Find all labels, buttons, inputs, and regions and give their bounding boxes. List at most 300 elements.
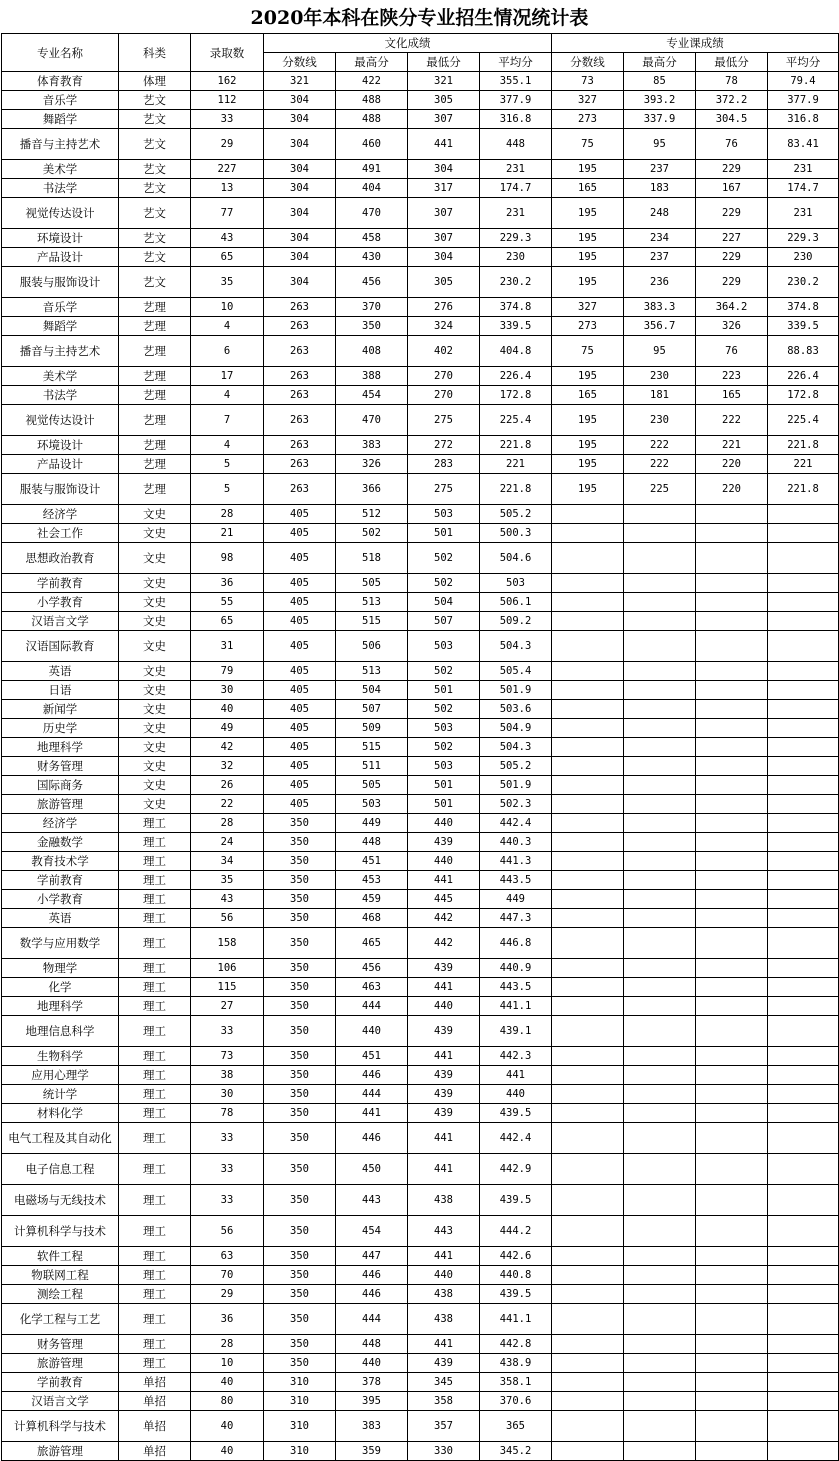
cell-major: 书法学 [2,386,119,405]
cell-specialty-min [696,1285,768,1304]
cell-major: 电气工程及其自动化 [2,1123,119,1154]
cell-specialty-max [624,1373,696,1392]
cell-major: 播音与主持艺术 [2,129,119,160]
cell-culture-cutoff: 405 [264,776,336,795]
cell-specialty-avg [768,662,839,681]
cell-specialty-avg [768,1104,839,1123]
cell-culture-min: 307 [408,198,480,229]
table-body [2,72,839,1461]
cell-category: 理工 [119,1335,191,1354]
cell-major: 材料化学 [2,1104,119,1123]
cell-specialty-min: 221 [696,436,768,455]
cell-category: 艺文 [119,160,191,179]
cell-specialty-cutoff [552,1104,624,1123]
table-row [2,160,839,179]
cell-culture-max: 395 [336,1392,408,1411]
cell-specialty-max: 230 [624,367,696,386]
cell-culture-avg: 441.1 [480,997,552,1016]
cell-specialty-avg: 377.9 [768,91,839,110]
cell-specialty-cutoff: 195 [552,198,624,229]
cell-specialty-cutoff [552,1154,624,1185]
cell-category: 文史 [119,505,191,524]
cell-specialty-cutoff: 327 [552,91,624,110]
cell-culture-min: 358 [408,1392,480,1411]
cell-culture-min: 304 [408,248,480,267]
cell-specialty-min [696,757,768,776]
cell-specialty-cutoff [552,738,624,757]
cell-specialty-avg [768,1442,839,1461]
cell-category: 理工 [119,1216,191,1247]
table-row [2,1047,839,1066]
cell-specialty-avg [768,1392,839,1411]
table-row [2,474,839,505]
cell-culture-avg: 504.9 [480,719,552,738]
cell-culture-cutoff: 350 [264,997,336,1016]
cell-specialty-max [624,795,696,814]
cell-enrolled: 78 [191,1104,264,1123]
cell-culture-avg: 358.1 [480,1373,552,1392]
cell-culture-min: 503 [408,505,480,524]
cell-culture-avg: 501.9 [480,681,552,700]
cell-specialty-max [624,1304,696,1335]
cell-culture-min: 440 [408,1266,480,1285]
cell-specialty-min [696,997,768,1016]
cell-specialty-max [624,833,696,852]
cell-specialty-max [624,700,696,719]
cell-culture-max: 446 [336,1266,408,1285]
cell-major: 英语 [2,662,119,681]
cell-culture-avg: 505.2 [480,505,552,524]
cell-specialty-avg: 230 [768,248,839,267]
cell-specialty-avg: 221.8 [768,474,839,505]
cell-specialty-max [624,505,696,524]
cell-culture-avg: 355.1 [480,72,552,91]
table-row [2,248,839,267]
cell-enrolled: 80 [191,1392,264,1411]
cell-specialty-min [696,1185,768,1216]
cell-enrolled: 29 [191,129,264,160]
cell-major: 财务管理 [2,1335,119,1354]
cell-culture-avg: 505.2 [480,757,552,776]
table-row [2,91,839,110]
cell-major: 社会工作 [2,524,119,543]
cell-specialty-avg: 226.4 [768,367,839,386]
cell-specialty-max [624,543,696,574]
cell-culture-cutoff: 350 [264,1216,336,1247]
cell-culture-avg: 448 [480,129,552,160]
cell-specialty-min: 227 [696,229,768,248]
cell-enrolled: 115 [191,978,264,997]
cell-specialty-max: 225 [624,474,696,505]
cell-specialty-min [696,1085,768,1104]
cell-culture-max: 513 [336,662,408,681]
cell-specialty-max: 222 [624,436,696,455]
cell-culture-min: 507 [408,612,480,631]
cell-specialty-cutoff [552,1016,624,1047]
cell-specialty-cutoff [552,1185,624,1216]
cell-specialty-avg [768,978,839,997]
cell-culture-cutoff: 350 [264,1016,336,1047]
cell-enrolled: 40 [191,1442,264,1461]
cell-enrolled: 55 [191,593,264,612]
cell-culture-max: 515 [336,738,408,757]
cell-category: 理工 [119,1247,191,1266]
table-row [2,890,839,909]
cell-major: 服装与服饰设计 [2,474,119,505]
cell-culture-min: 305 [408,267,480,298]
cell-culture-min: 440 [408,814,480,833]
cell-culture-cutoff: 350 [264,1285,336,1304]
cell-specialty-cutoff: 75 [552,129,624,160]
cell-major: 产品设计 [2,248,119,267]
cell-culture-min: 324 [408,317,480,336]
table-row [2,436,839,455]
cell-culture-cutoff: 350 [264,1154,336,1185]
cell-specialty-cutoff [552,1392,624,1411]
cell-culture-avg: 345.2 [480,1442,552,1461]
cell-culture-min: 441 [408,129,480,160]
cell-specialty-cutoff [552,852,624,871]
cell-culture-max: 446 [336,1285,408,1304]
cell-culture-min: 270 [408,367,480,386]
cell-specialty-min: 78 [696,72,768,91]
cell-culture-max: 504 [336,681,408,700]
cell-specialty-avg [768,833,839,852]
cell-culture-avg: 439.1 [480,1016,552,1047]
cell-culture-avg: 449 [480,890,552,909]
cell-culture-cutoff: 405 [264,524,336,543]
cell-specialty-min: 220 [696,474,768,505]
cell-specialty-avg [768,681,839,700]
cell-specialty-max: 230 [624,405,696,436]
cell-specialty-avg [768,574,839,593]
cell-specialty-min [696,1016,768,1047]
cell-category: 文史 [119,543,191,574]
table-row [2,1185,839,1216]
cell-specialty-min: 229 [696,267,768,298]
cell-enrolled: 24 [191,833,264,852]
cell-culture-min: 439 [408,959,480,978]
header-specialty-max: 最高分 [624,53,696,72]
cell-enrolled: 5 [191,455,264,474]
cell-specialty-max [624,1247,696,1266]
cell-category: 理工 [119,978,191,997]
cell-culture-avg: 504.3 [480,631,552,662]
cell-specialty-avg: 83.41 [768,129,839,160]
cell-culture-cutoff: 350 [264,1066,336,1085]
cell-major: 数学与应用数学 [2,928,119,959]
cell-specialty-avg [768,524,839,543]
cell-culture-max: 454 [336,386,408,405]
cell-enrolled: 33 [191,1123,264,1154]
cell-specialty-max [624,959,696,978]
table-row [2,1266,839,1285]
cell-specialty-cutoff: 195 [552,405,624,436]
cell-specialty-min [696,909,768,928]
cell-major: 旅游管理 [2,1442,119,1461]
cell-specialty-min [696,1104,768,1123]
cell-culture-max: 378 [336,1373,408,1392]
cell-major: 测绘工程 [2,1285,119,1304]
cell-specialty-max [624,871,696,890]
cell-culture-min: 441 [408,978,480,997]
cell-culture-avg: 230.2 [480,267,552,298]
cell-category: 艺理 [119,436,191,455]
cell-culture-cutoff: 304 [264,229,336,248]
cell-enrolled: 98 [191,543,264,574]
table-row [2,1123,839,1154]
cell-category: 理工 [119,928,191,959]
cell-specialty-max [624,1047,696,1066]
cell-specialty-min [696,776,768,795]
cell-culture-cutoff: 263 [264,298,336,317]
cell-enrolled: 21 [191,524,264,543]
cell-specialty-cutoff [552,1047,624,1066]
cell-category: 艺文 [119,248,191,267]
cell-specialty-max: 181 [624,386,696,405]
cell-culture-max: 448 [336,1335,408,1354]
cell-specialty-max [624,890,696,909]
cell-category: 文史 [119,524,191,543]
cell-culture-max: 453 [336,871,408,890]
cell-specialty-min [696,1335,768,1354]
cell-culture-min: 321 [408,72,480,91]
cell-culture-max: 463 [336,978,408,997]
cell-culture-avg: 404.8 [480,336,552,367]
cell-specialty-min [696,814,768,833]
cell-specialty-cutoff [552,776,624,795]
table-row [2,631,839,662]
cell-major: 学前教育 [2,871,119,890]
cell-category: 艺文 [119,229,191,248]
cell-culture-max: 430 [336,248,408,267]
cell-specialty-max [624,852,696,871]
cell-culture-max: 468 [336,909,408,928]
cell-specialty-max [624,997,696,1016]
cell-culture-cutoff: 350 [264,909,336,928]
cell-specialty-cutoff [552,909,624,928]
cell-category: 艺理 [119,298,191,317]
cell-major: 国际商务 [2,776,119,795]
cell-culture-avg: 316.8 [480,110,552,129]
cell-enrolled: 13 [191,179,264,198]
cell-specialty-min: 220 [696,455,768,474]
cell-culture-min: 441 [408,871,480,890]
cell-culture-max: 456 [336,959,408,978]
cell-specialty-cutoff: 273 [552,110,624,129]
cell-specialty-cutoff [552,662,624,681]
cell-culture-min: 307 [408,110,480,129]
cell-culture-max: 470 [336,198,408,229]
cell-specialty-cutoff [552,1335,624,1354]
cell-culture-avg: 441.3 [480,852,552,871]
cell-enrolled: 27 [191,997,264,1016]
cell-specialty-max [624,1123,696,1154]
cell-culture-cutoff: 350 [264,1123,336,1154]
cell-major: 汉语言文学 [2,612,119,631]
cell-culture-max: 459 [336,890,408,909]
cell-major: 播音与主持艺术 [2,336,119,367]
cell-category: 文史 [119,574,191,593]
cell-category: 艺文 [119,91,191,110]
cell-specialty-min: 223 [696,367,768,386]
cell-specialty-avg [768,1216,839,1247]
cell-category: 理工 [119,890,191,909]
cell-specialty-max [624,719,696,738]
cell-specialty-max: 383.3 [624,298,696,317]
cell-specialty-min [696,1216,768,1247]
cell-culture-max: 491 [336,160,408,179]
cell-enrolled: 162 [191,72,264,91]
cell-specialty-max [624,681,696,700]
cell-specialty-avg [768,1066,839,1085]
cell-specialty-max: 95 [624,336,696,367]
table-row [2,593,839,612]
cell-specialty-avg: 172.8 [768,386,839,405]
table-row [2,386,839,405]
cell-culture-min: 502 [408,543,480,574]
cell-specialty-avg: 231 [768,198,839,229]
cell-specialty-avg [768,612,839,631]
cell-culture-min: 345 [408,1373,480,1392]
cell-culture-cutoff: 350 [264,978,336,997]
cell-category: 文史 [119,612,191,631]
cell-culture-cutoff: 350 [264,1185,336,1216]
cell-specialty-avg [768,1123,839,1154]
cell-culture-min: 317 [408,179,480,198]
cell-specialty-avg [768,997,839,1016]
cell-category: 文史 [119,631,191,662]
cell-culture-avg: 231 [480,160,552,179]
cell-culture-cutoff: 350 [264,871,336,890]
cell-culture-cutoff: 350 [264,890,336,909]
table-row [2,1216,839,1247]
cell-specialty-avg: 229.3 [768,229,839,248]
cell-culture-max: 366 [336,474,408,505]
cell-culture-min: 438 [408,1185,480,1216]
cell-specialty-cutoff: 165 [552,179,624,198]
cell-culture-min: 438 [408,1304,480,1335]
cell-specialty-min [696,681,768,700]
cell-major: 教育技术学 [2,852,119,871]
cell-specialty-max: 222 [624,455,696,474]
cell-specialty-avg [768,852,839,871]
cell-culture-min: 504 [408,593,480,612]
cell-specialty-avg [768,1354,839,1373]
cell-culture-max: 446 [336,1123,408,1154]
cell-culture-min: 503 [408,757,480,776]
cell-culture-cutoff: 304 [264,160,336,179]
cell-specialty-min: 165 [696,386,768,405]
cell-specialty-min [696,1411,768,1442]
cell-culture-min: 357 [408,1411,480,1442]
cell-major: 物联网工程 [2,1266,119,1285]
table-row [2,455,839,474]
cell-culture-avg: 442.3 [480,1047,552,1066]
cell-culture-max: 451 [336,852,408,871]
cell-culture-max: 326 [336,455,408,474]
cell-culture-avg: 221.8 [480,436,552,455]
cell-culture-cutoff: 350 [264,1335,336,1354]
cell-enrolled: 34 [191,852,264,871]
cell-specialty-min: 229 [696,198,768,229]
cell-enrolled: 56 [191,909,264,928]
cell-major: 环境设计 [2,436,119,455]
cell-culture-avg: 443.5 [480,871,552,890]
cell-culture-max: 515 [336,612,408,631]
cell-culture-max: 408 [336,336,408,367]
cell-culture-max: 505 [336,776,408,795]
cell-culture-max: 359 [336,1442,408,1461]
cell-category: 艺理 [119,474,191,505]
cell-specialty-max [624,757,696,776]
cell-enrolled: 29 [191,1285,264,1304]
table-row [2,1304,839,1335]
cell-major: 旅游管理 [2,1354,119,1373]
cell-culture-max: 506 [336,631,408,662]
cell-major: 财务管理 [2,757,119,776]
cell-specialty-cutoff [552,757,624,776]
cell-enrolled: 35 [191,267,264,298]
cell-culture-min: 283 [408,455,480,474]
cell-culture-cutoff: 350 [264,1266,336,1285]
cell-culture-max: 456 [336,267,408,298]
table-row [2,959,839,978]
cell-culture-cutoff: 263 [264,405,336,436]
cell-category: 文史 [119,757,191,776]
cell-culture-min: 441 [408,1123,480,1154]
cell-major: 学前教育 [2,574,119,593]
cell-major: 新闻学 [2,700,119,719]
cell-culture-max: 444 [336,1304,408,1335]
cell-enrolled: 36 [191,1304,264,1335]
cell-specialty-min [696,612,768,631]
cell-culture-cutoff: 350 [264,1304,336,1335]
cell-category: 理工 [119,1354,191,1373]
cell-specialty-cutoff [552,543,624,574]
cell-culture-avg: 506.1 [480,593,552,612]
table-row [2,543,839,574]
cell-enrolled: 6 [191,336,264,367]
table-row [2,367,839,386]
cell-specialty-cutoff: 75 [552,336,624,367]
cell-major: 体育教育 [2,72,119,91]
table-row [2,928,839,959]
cell-culture-min: 270 [408,386,480,405]
cell-specialty-min [696,1373,768,1392]
cell-specialty-avg [768,505,839,524]
cell-category: 文史 [119,662,191,681]
header-culture-cutoff: 分数线 [264,53,336,72]
cell-specialty-min [696,738,768,757]
cell-category: 理工 [119,1047,191,1066]
cell-specialty-max [624,1066,696,1085]
cell-specialty-max [624,1285,696,1304]
table-row [2,110,839,129]
cell-culture-avg: 439.5 [480,1185,552,1216]
cell-major: 应用心理学 [2,1066,119,1085]
cell-culture-cutoff: 304 [264,91,336,110]
cell-enrolled: 49 [191,719,264,738]
table-row [2,681,839,700]
cell-culture-max: 388 [336,367,408,386]
cell-culture-avg: 174.7 [480,179,552,198]
cell-category: 理工 [119,997,191,1016]
cell-culture-min: 502 [408,662,480,681]
cell-specialty-cutoff [552,978,624,997]
cell-specialty-min: 304.5 [696,110,768,129]
cell-specialty-avg [768,1247,839,1266]
